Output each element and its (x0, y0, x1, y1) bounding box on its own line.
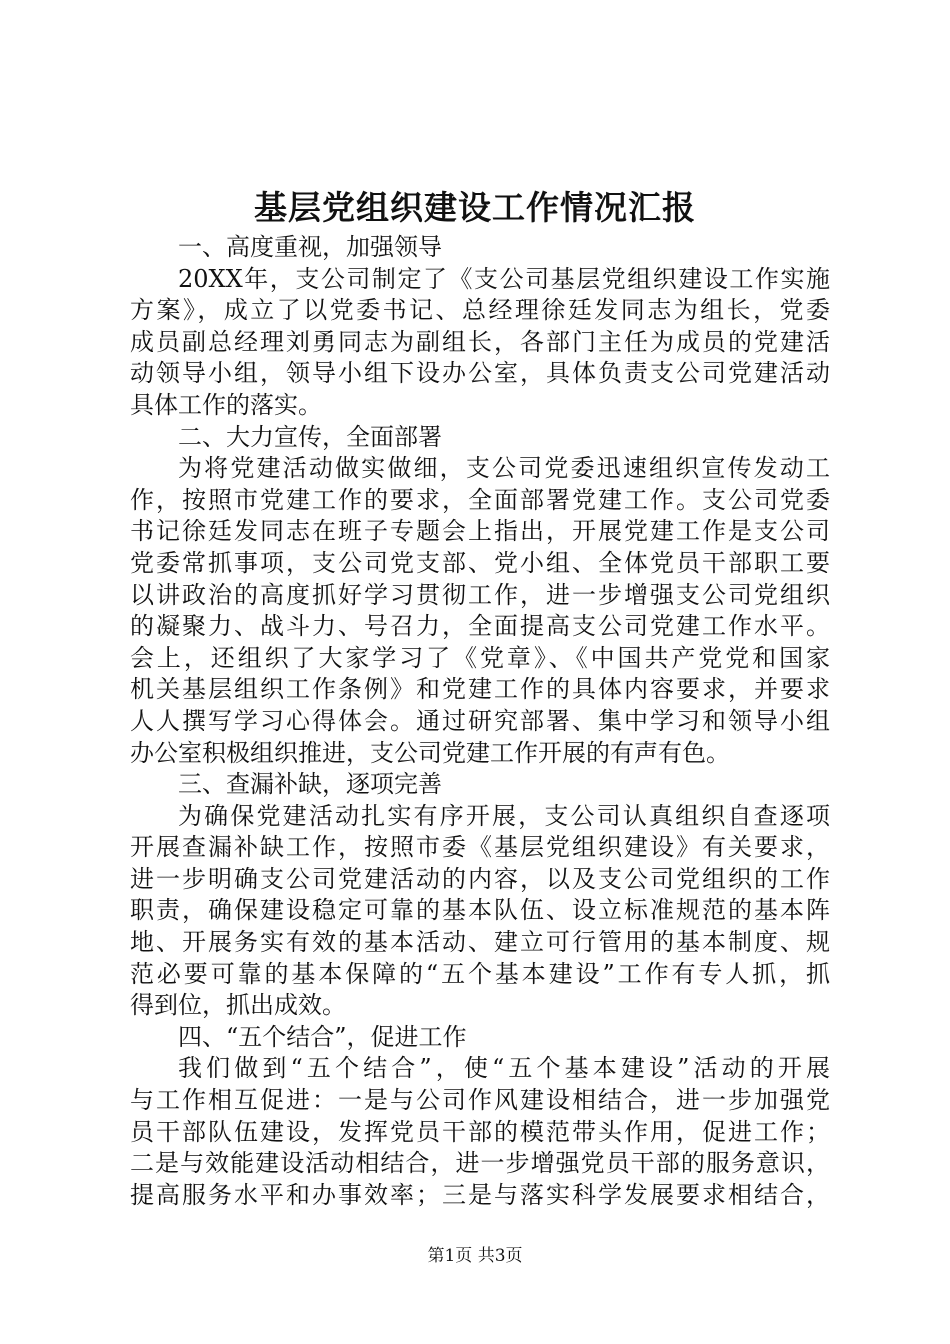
paragraph-line: 会上，还组织了大家学习了《党章》、《中国共产党党和国家 (130, 643, 830, 672)
paragraph-line: 的凝聚力、战斗力、号召力，全面提高支公司党建工作水平。 (130, 612, 830, 641)
page-number-footer: 第1页 共3页 (427, 1246, 523, 1266)
paragraph-line: 为将党建活动做实做细，支公司党委迅速组织宣传发动工 (178, 454, 830, 483)
document-body (130, 232, 830, 1211)
paragraph-line: 范必要可靠的基本保障的“五个基本建设”工作有专人抓，抓 (130, 959, 830, 988)
paragraph-line: 职责，确保建设稳定可靠的基本队伍、设立标准规范的基本阵 (130, 896, 830, 925)
section-heading-4: 四、“五个结合”，促进工作 (178, 1022, 467, 1051)
paragraph-line: 员干部队伍建设，发挥党员干部的模范带头作用，促进工作； (130, 1117, 830, 1146)
paragraph-line: 作，按照市党建工作的要求，全面部署党建工作。支公司党委 (130, 485, 830, 514)
paragraph-line: 与工作相互促进：一是与公司作风建设相结合，进一步加强党 (130, 1086, 830, 1115)
paragraph-line: 人人撰写学习心得体会。通过研究部署、集中学习和领导小组 (130, 706, 830, 735)
paragraph-line: 动领导小组，领导小组下设办公室，具体负责支公司党建活动 (130, 359, 830, 388)
paragraph-line: 方案》，成立了以党委书记、总经理徐廷发同志为组长，党委 (130, 296, 830, 325)
paragraph-line: 党委常抓事项，支公司党支部、党小组、全体党员干部职工要 (130, 548, 830, 577)
paragraph-line: 得到位，抓出成效。 (130, 991, 346, 1020)
paragraph-line: 进一步明确支公司党建活动的内容，以及支公司党组织的工作 (130, 864, 830, 893)
paragraph-line: 我们做到“五个结合”，使“五个基本建设”活动的开展 (178, 1054, 830, 1083)
paragraph-line: 办公室积极组织推进，支公司党建工作开展的有声有色。 (130, 738, 730, 767)
section-heading-2: 二、大力宣传，全面部署 (178, 422, 442, 451)
paragraph-line: 成员副总经理刘勇同志为副组长，各部门主任为成员的党建活 (130, 327, 830, 356)
paragraph-line: 书记徐廷发同志在班子专题会上指出，开展党建工作是支公司 (130, 517, 830, 546)
section-heading-3: 三、查漏补缺，逐项完善 (178, 770, 442, 799)
paragraph-line: 为确保党建活动扎实有序开展，支公司认真组织自查逐项 (178, 801, 830, 830)
paragraph-line: 以讲政治的高度抓好学习贯彻工作，进一步增强支公司党组织 (130, 580, 830, 609)
paragraph-line: 具体工作的落实。 (130, 390, 322, 419)
paragraph-line: 20XX年，支公司制定了《支公司基层党组织建设工作实施 (178, 264, 830, 293)
paragraph-line: 开展查漏补缺工作，按照市委《基层党组织建设》有关要求， (130, 833, 830, 862)
paragraph-line: 提高服务水平和办事效率；三是与落实科学发展要求相结合， (130, 1180, 830, 1209)
paragraph-line: 地、开展务实有效的基本活动、建立可行管用的基本制度、规 (130, 928, 830, 957)
section-heading-1: 一、高度重视，加强领导 (178, 233, 442, 261)
paragraph-line: 机关基层组织工作条例》和党建工作的具体内容要求，并要求 (130, 675, 830, 704)
document-title: 基层党组织建设工作情况汇报 (254, 188, 696, 227)
paragraph-line: 二是与效能建设活动相结合，进一步增强党员干部的服务意识， (130, 1149, 830, 1178)
